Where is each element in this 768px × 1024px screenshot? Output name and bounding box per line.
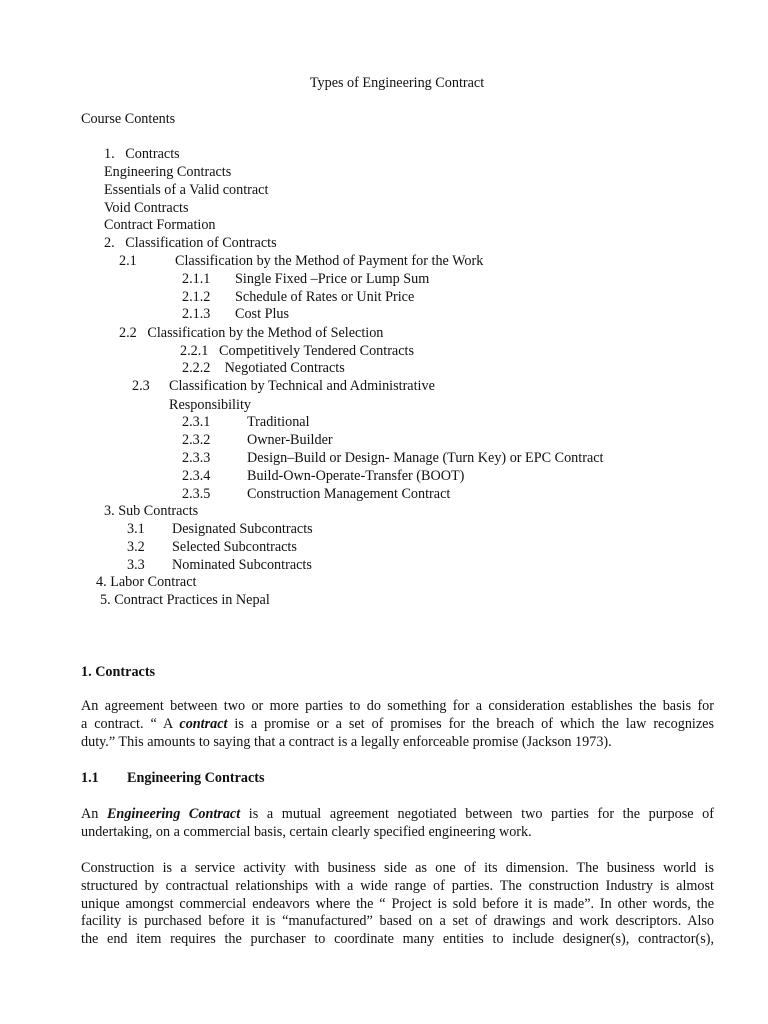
paragraph-line: a contract. “ A contract is a promise or a set of promises for the breach of which the law recognizes xyxy=(81,715,714,732)
toc-item: 2.2.2 Negotiated Contracts xyxy=(182,360,345,376)
toc-item: Designated Subcontracts xyxy=(172,521,313,537)
toc-item: Essentials of a Valid contract xyxy=(104,182,269,198)
toc-item: 2. Classification of Contracts xyxy=(104,235,277,251)
toc-item-num: 2.1.3 xyxy=(182,306,211,322)
toc-item: 5. Contract Practices in Nepal xyxy=(100,592,270,608)
toc-item: Engineering Contracts xyxy=(104,164,232,180)
paragraph-engineering-contract-definition xyxy=(81,806,714,842)
toc-item: Nominated Subcontracts xyxy=(172,557,312,573)
paragraph-line: unique amongst commercial endeavors where the “ Project is sold before it is made”. In other words, the xyxy=(81,895,714,912)
toc-item-num: 2.1.2 xyxy=(182,289,211,305)
emphasis-contract: contract xyxy=(179,715,228,732)
toc-item-num: 2.3.1 xyxy=(182,414,211,430)
toc-item-num: 2.3.4 xyxy=(182,468,211,484)
paragraph-line: undertaking, on a commercial basis, certain clearly specified engineering work. xyxy=(81,823,532,840)
toc-item: Selected Subcontracts xyxy=(172,539,297,555)
toc-item: Traditional xyxy=(247,414,310,430)
toc-item: 2.2 Classification by the Method of Selection xyxy=(119,325,384,341)
toc-item: Construction Management Contract xyxy=(247,486,451,502)
paragraph-contract-definition xyxy=(81,698,714,751)
toc-item-num: 3.1 xyxy=(127,521,145,537)
toc-item: 2.2.1 Competitively Tendered Contracts xyxy=(180,343,414,359)
paragraph-line: An agreement between two or more parties to do something for a consideration establishes the basis for xyxy=(81,698,714,714)
toc-item: Classification by Technical and Administrative xyxy=(169,378,435,394)
section-heading-engineering-contracts: Engineering Contracts xyxy=(127,770,265,786)
section-heading-contracts: 1. Contracts xyxy=(81,664,156,680)
toc-item: Cost Plus xyxy=(235,306,290,322)
paragraph-line: the end item requires the purchaser to coordinate many entities to include designer(s), contractor(s), xyxy=(81,931,714,948)
toc-item-num: 2.1 xyxy=(119,253,137,269)
paragraph-construction-service xyxy=(81,860,714,949)
toc-item-num: 2.3 xyxy=(132,378,150,394)
toc-item-num: 2.1.1 xyxy=(182,271,211,287)
toc-item: Design–Build or Design- Manage (Turn Key) or EPC Contract xyxy=(247,450,604,466)
paragraph-line: facility is purchased before it is “manufactured” based on a set of drawings and work descriptors. Also xyxy=(81,913,714,930)
toc-item: Single Fixed –Price or Lump Sum xyxy=(235,271,430,287)
toc-item-num: 2.3.3 xyxy=(182,450,211,466)
toc-item: Schedule of Rates or Unit Price xyxy=(235,289,415,305)
toc-item-num: 3.2 xyxy=(127,539,145,555)
toc-item: 4. Labor Contract xyxy=(96,574,197,590)
toc-item-num: 3.3 xyxy=(127,557,145,573)
paragraph-line: An Engineering Contract is a mutual agreement negotiated between two parties for the purpose of xyxy=(81,806,714,822)
toc-item: Build-Own-Operate-Transfer (BOOT) xyxy=(247,468,465,484)
toc-item: Classification by the Method of Payment for the Work xyxy=(175,253,484,269)
paragraph-line: structured by contractual relationships with a wide range of parties. The construction Industry is almost xyxy=(81,877,714,894)
toc-item: 3. Sub Contracts xyxy=(104,503,199,519)
toc-item: Contract Formation xyxy=(104,217,216,233)
emphasis-engineering-contract: Engineering Contract xyxy=(106,806,241,822)
paragraph-line: duty.” This amounts to saying that a contract is a legally enforceable promise (Jackson 1973). xyxy=(81,733,612,750)
toc-item-num: 2.3.2 xyxy=(182,432,211,448)
section-number-1-1: 1.1 xyxy=(81,770,99,786)
paragraph-line: Construction is a service activity with business side as one of its dimension. The business world is xyxy=(81,860,714,876)
document-title: Types of Engineering Contract xyxy=(309,75,485,91)
toc-item: Void Contracts xyxy=(104,200,189,216)
toc-item-num: 2.3.5 xyxy=(182,486,211,502)
toc-item: Owner-Builder xyxy=(247,432,333,448)
toc-item: 1. Contracts xyxy=(104,146,180,162)
course-contents-label: Course Contents xyxy=(81,111,176,127)
toc-item: Responsibility xyxy=(169,397,251,413)
